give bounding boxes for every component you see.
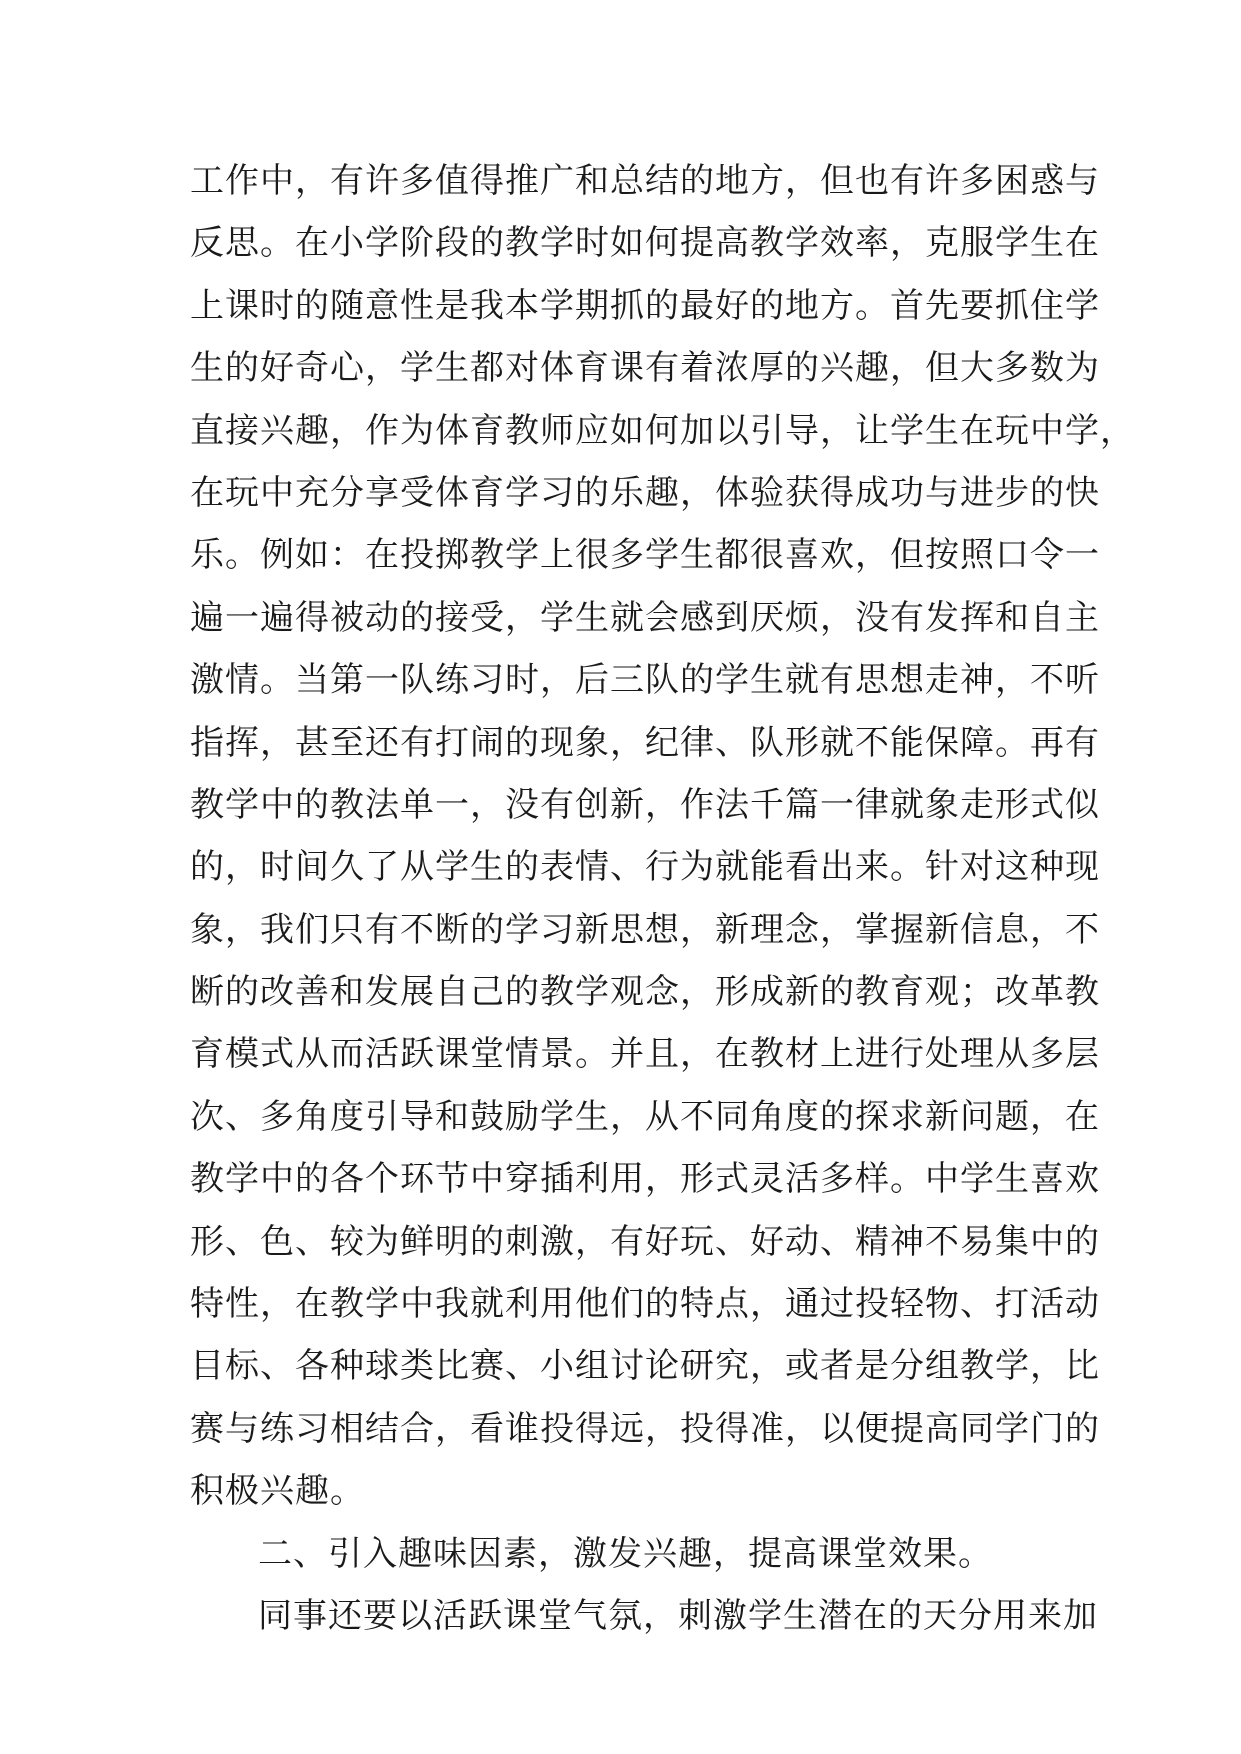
paragraph-line: 上课时的随意性是我本学期抓的最好的地方。首先要抓住学 — [190, 285, 1100, 326]
paragraph-line: 特性，在教学中我就利用他们的特点，通过投轻物、打活动 — [190, 1284, 1100, 1325]
paragraph-line: 断的改善和发展自己的教学观念，形成新的教育观；改革教 — [190, 972, 1100, 1013]
paragraph-line: 在玩中充分享受体育学习的乐趣，体验获得成功与进步的快 — [190, 472, 1100, 513]
paragraph-line: 目标、各种球类比赛、小组讨论研究，或者是分组教学，比 — [190, 1346, 1100, 1387]
paragraph-line: 育模式从而活跃课堂情景。并且，在教材上进行处理从多层 — [190, 1034, 1100, 1075]
paragraph-line: 积极兴趣。 — [190, 1471, 365, 1512]
paragraph-line: 反思。在小学阶段的教学时如何提高教学效率，克服学生在 — [190, 223, 1100, 264]
document-body — [190, 150, 1135, 1647]
paragraph-line: 教学中的各个环节中穿插利用，形式灵活多样。中学生喜欢 — [190, 1159, 1100, 1200]
paragraph-line: 激情。当第一队练习时，后三队的学生就有思想走神，不听 — [190, 660, 1100, 701]
paragraph-line: 直接兴趣，作为体育教师应如何加以引导，让学生在玩中学， — [190, 410, 1135, 451]
paragraph-line: 生的好奇心，学生都对体育课有着浓厚的兴趣，但大多数为 — [190, 348, 1100, 389]
paragraph-line: 的，时间久了从学生的表情、行为就能看出来。针对这种现 — [190, 847, 1100, 888]
paragraph-line: 遍一遍得被动的接受，学生就会感到厌烦，没有发挥和自主 — [190, 597, 1100, 638]
paragraph-line: 形、色、较为鲜明的刺激，有好玩、好动、精神不易集中的 — [190, 1221, 1100, 1262]
paragraph-line: 指挥，甚至还有打闹的现象，纪律、队形就不能保障。再有 — [190, 722, 1100, 763]
paragraph-line: 次、多角度引导和鼓励学生，从不同角度的探求新问题，在 — [190, 1096, 1100, 1137]
paragraph-line: 工作中，有许多值得推广和总结的地方，但也有许多困惑与 — [190, 161, 1100, 201]
paragraph-line: 乐。例如：在投掷教学上很多学生都很喜欢，但按照口令一 — [190, 535, 1100, 576]
section-heading: 二、引入趣味因素，激发兴趣，提高课堂效果。 — [258, 1533, 993, 1574]
paragraph-line: 象，我们只有不断的学习新思想，新理念，掌握新信息，不 — [190, 909, 1100, 950]
paragraph-line: 教学中的教法单一，没有创新，作法千篇一律就象走形式似 — [190, 784, 1100, 825]
paragraph-line: 赛与练习相结合，看谁投得远，投得准，以便提高同学门的 — [190, 1408, 1100, 1449]
paragraph-line: 同事还要以活跃课堂气氛，刺激学生潜在的天分用来加 — [258, 1595, 1098, 1636]
